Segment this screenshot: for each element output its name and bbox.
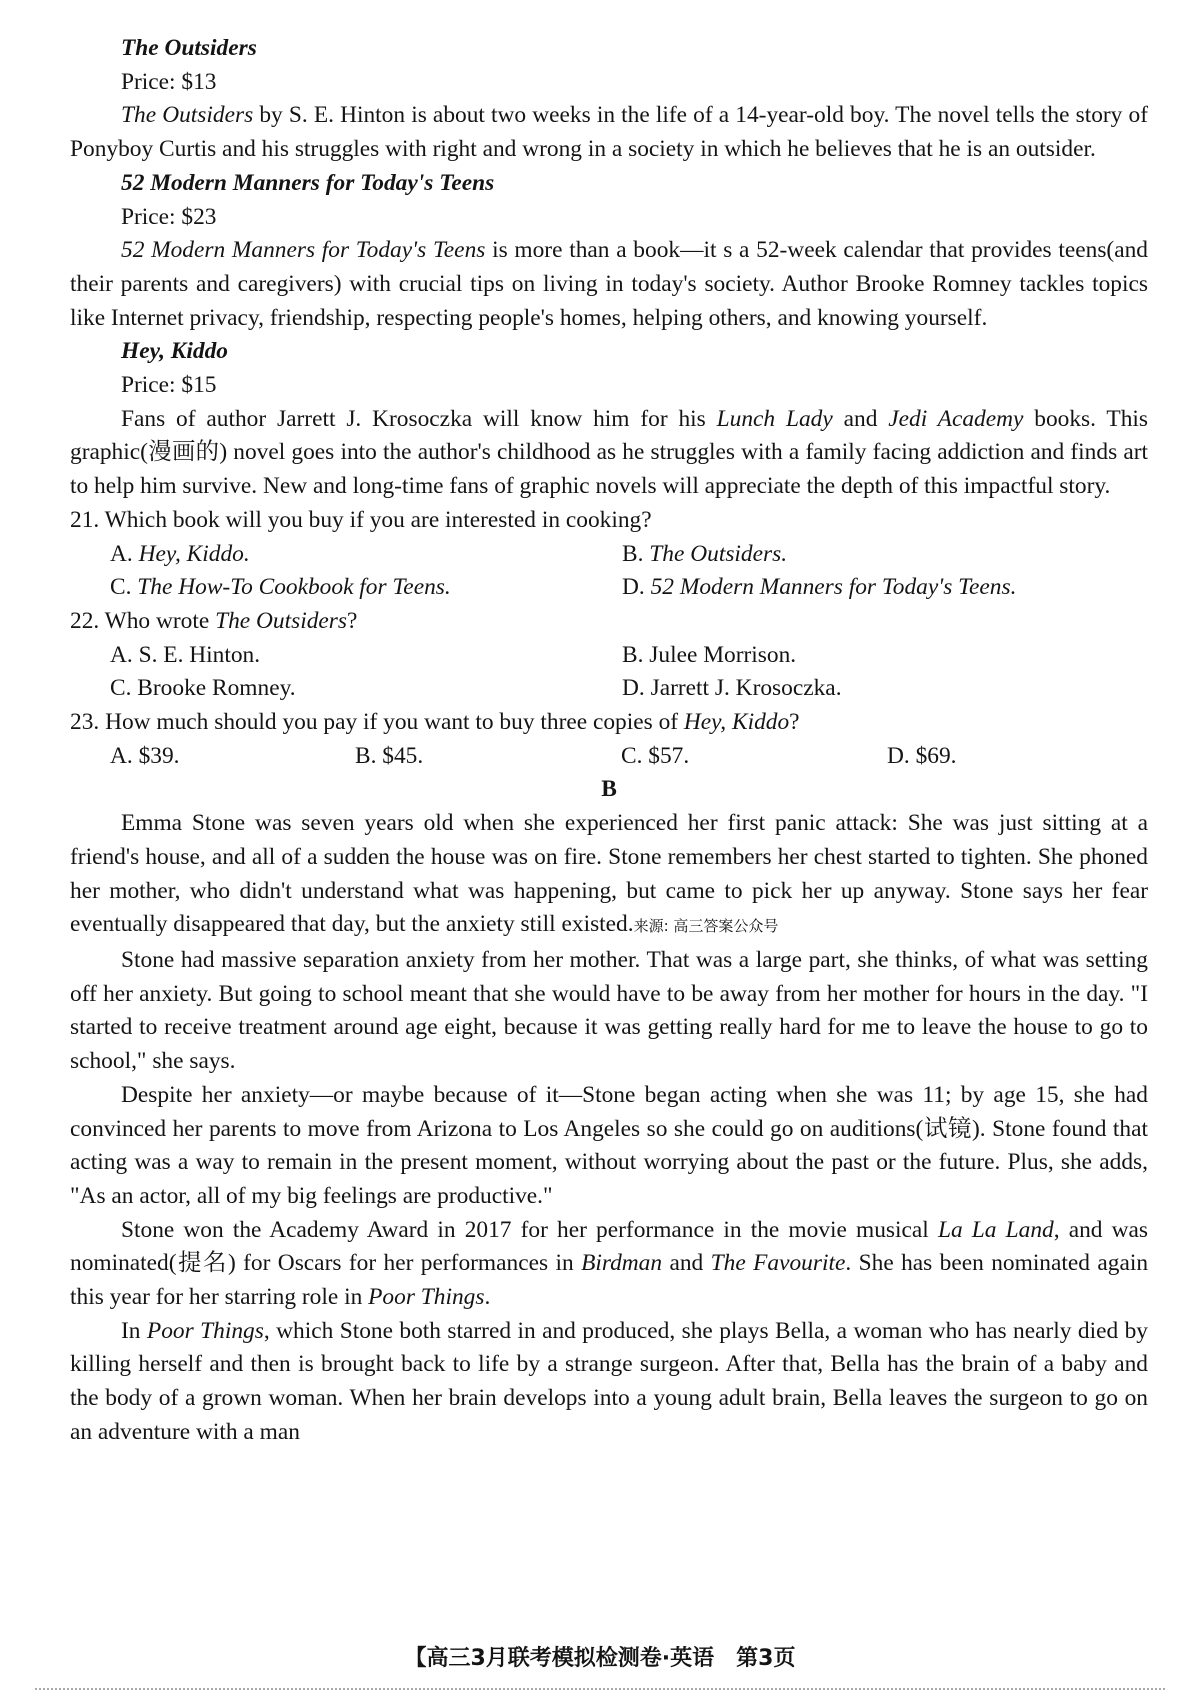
option-b: B. $45.	[355, 742, 424, 769]
book-title-inline: Hey, Kiddo	[683, 709, 790, 736]
text-run: 23. How much should you pay if you want to buy three copies of	[70, 709, 684, 736]
text-run: Stone won the Academy Award in 2017 for her performance in the movie musical	[121, 1216, 938, 1243]
book-description-text: by S. E. Hinton is about two weeks in the life of a 14-year-old boy. The novel tells the story of Ponyboy Curtis and his struggles with right and wrong in a society in which he believes that he is an outsider.	[70, 102, 1148, 163]
passage-paragraph: Stone had massive separation anxiety from her mother. That was a large part, she thinks, of what was setting off her anxiety. But going to school meant that she would have to be away from her mother for hours in the day. "I started to receive treatment around age eight, because it was getting really hard for me to leave the house to go to school," she says.	[70, 946, 1148, 1075]
option-a	[110, 538, 622, 572]
option-letter: B.	[622, 540, 650, 567]
movie-title: Birdman	[581, 1250, 663, 1277]
source-note: 来源: 高三答案公众号	[633, 917, 779, 936]
book-description	[70, 99, 1148, 166]
book-price: Price: $15	[121, 372, 217, 399]
movie-title: Poor Things	[146, 1317, 264, 1344]
option-b: B. Julee Morrison.	[622, 641, 797, 668]
option-letter: C.	[110, 574, 138, 601]
answer-options	[70, 538, 1148, 605]
text-run: and	[662, 1250, 711, 1277]
book-title: The Outsiders	[121, 35, 257, 61]
movie-title: Poor Things	[368, 1284, 485, 1311]
movie-title: La La Land	[937, 1216, 1054, 1243]
book-title: 52 Modern Manners for Today's Teens	[121, 169, 495, 196]
option-text: Hey, Kiddo.	[138, 540, 250, 567]
text-run: Fans of author Jarrett J. Krosoczka will know him for his	[121, 405, 717, 432]
page-edge-divider	[35, 1688, 1165, 1692]
text-run: In	[121, 1317, 147, 1344]
text-run: , which Stone both starred in and produced, she plays Bella, a woman who has nearly died by killing herself and then is brought back to life by a strange surgeon. After that, Bella has the brain of a baby and the body of a grown woman. When her brain develops into a young adult brain, Bella leaves the surgeon to go on an adventure with a man	[70, 1317, 1148, 1445]
option-d	[622, 571, 1148, 605]
option-text: The Outsiders.	[649, 540, 788, 567]
question-stem: 21. Which book will you buy if you are interested in cooking?	[70, 506, 652, 533]
movie-title: The Favourite	[710, 1250, 846, 1277]
option-d: D. $69.	[887, 742, 957, 769]
book-title-inline: 52 Modern Manners for Today's Teens	[121, 237, 486, 264]
book-title-inline: Jedi Academy	[888, 405, 1024, 432]
book-price: Price: $13	[121, 68, 217, 95]
text-run: books. This graphic(漫画的) novel goes into the author's childhood as he struggles with a family facing addiction and finds art to help him survive. New and long-time fans of graphic novels will appreciate the depth of this impactful story.	[70, 405, 1149, 500]
book-title: Hey, Kiddo	[121, 338, 228, 365]
book-title-inline: Lunch Lady	[716, 405, 833, 432]
book-description	[70, 234, 1148, 335]
text-run: and	[832, 405, 889, 432]
text-run: Emma Stone was seven years old when she experienced her first panic attack: She was just sitting at a friend's house, and all of a sudden the house was on fire. Stone remembers her chest started to tighten. She phoned her mother, who didn't understand what was happening, but came to pick her up anyway. Stone says her fear eventually disappeared that day, but the anxiety still existed.	[70, 810, 1148, 938]
page-footer: 【高三3月联考模拟检测卷·英语 第3页	[404, 1646, 796, 1671]
option-b	[622, 538, 1148, 572]
question-stem	[70, 706, 1148, 740]
option-a: A. S. E. Hinton.	[110, 641, 261, 668]
passage-paragraph	[70, 807, 1148, 944]
option-d: D. Jarrett J. Krosoczka.	[622, 675, 842, 702]
book-description	[70, 403, 1148, 504]
text-run: .	[484, 1284, 491, 1311]
option-text: 52 Modern Manners for Today's Teens.	[650, 574, 1017, 601]
option-letter: A.	[110, 540, 139, 567]
option-text: The How-To Cookbook for Teens.	[137, 574, 451, 601]
book-title-inline: The Outsiders	[121, 102, 254, 129]
option-letter: D.	[622, 574, 651, 601]
text-run: ?	[347, 607, 358, 634]
book-description-text: is more than a book—it s a 52-week calendar that provides teens(and their parents and caregivers) with crucial tips on living in today's society. Author Brooke Romney tackles topics like Internet privacy, friendship, respecting people's homes, helping others, and knowing yourself.	[70, 237, 1148, 331]
option-c	[110, 571, 622, 605]
book-price: Price: $23	[121, 203, 217, 230]
question-stem	[70, 605, 1148, 639]
option-c: C. $57.	[621, 742, 690, 769]
passage-paragraph: Despite her anxiety—or maybe because of it—Stone began acting when she was 11; by age 15, she had convinced her parents to move from Arizona to Los Angeles so she could go on auditions(试镜). Stone found that acting was a way to remain in the present moment, without worrying about the past or the future. Plus, she adds, "As an actor, all of my big feelings are productive."	[70, 1081, 1148, 1209]
text-run: . She has been nominated again this year for her starring role in	[70, 1250, 1149, 1311]
text-run: ?	[789, 709, 800, 736]
book-title-inline: The Outsiders	[215, 607, 347, 634]
exam-page	[70, 32, 1148, 1450]
option-c: C. Brooke Romney.	[110, 675, 296, 702]
text-run: , and was nominated(提名) for Oscars for her performances in	[70, 1216, 1149, 1277]
answer-options	[70, 639, 1148, 706]
option-a: A. $39.	[110, 742, 180, 769]
passage-paragraph	[70, 1315, 1148, 1450]
answer-options	[70, 740, 1148, 774]
passage-paragraph	[70, 1214, 1148, 1315]
text-run: 22. Who wrote	[70, 607, 216, 634]
section-heading: B	[601, 776, 617, 803]
